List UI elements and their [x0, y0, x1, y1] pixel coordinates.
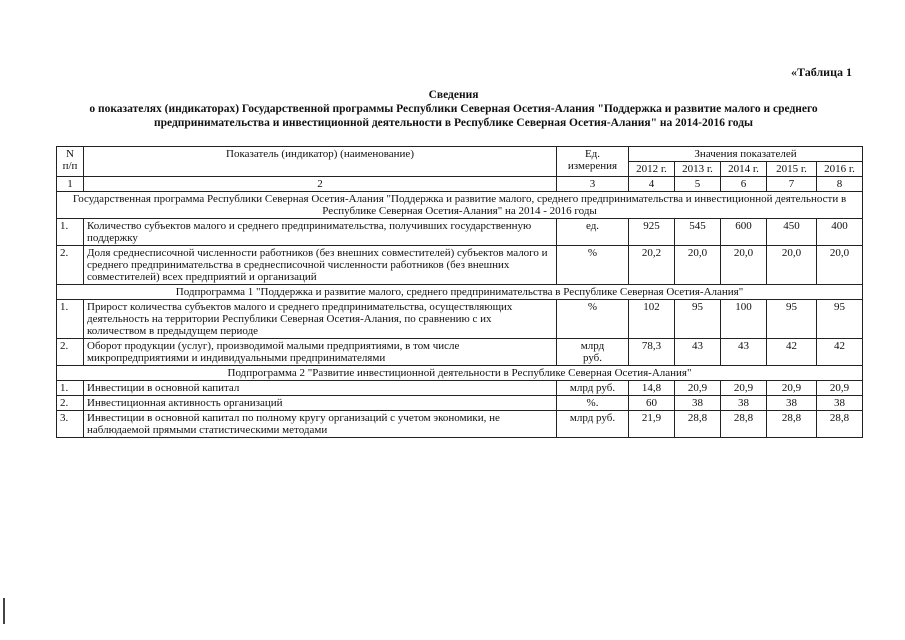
value-cell: 20,9 [675, 381, 721, 396]
value-cell: 43 [721, 339, 767, 366]
row-number: 1. [57, 219, 84, 246]
section-row [57, 366, 863, 381]
col-number: 3 [557, 177, 629, 192]
section-title: Подпрограмма 1 "Поддержка и развитие малого, среднего предпринимательства в Республике Северная Осетия-Алания" [57, 285, 863, 300]
row-number: 2. [57, 339, 84, 366]
unit-cell: млрд руб. [557, 381, 629, 396]
col-number: 2 [84, 177, 557, 192]
table-number-label: «Таблица 1 [791, 65, 852, 79]
value-cell: 38 [675, 396, 721, 411]
value-cell: 545 [675, 219, 721, 246]
header-row-1 [57, 147, 863, 162]
value-cell: 20,2 [629, 246, 675, 285]
section-row [57, 285, 863, 300]
indicator-name: Инвестиции в основной капитал [84, 381, 557, 396]
indicator-name: Оборот продукции (услуг), производимой малыми предприятиями, в том числе микропредприятиями и индивидуальными предпринимателями [84, 339, 557, 366]
col-header-year: 2015 г. [767, 162, 817, 177]
unit-cell: %. [557, 396, 629, 411]
section-title: Подпрограмма 2 "Развитие инвестиционной деятельности в Республике Северная Осетия-Алания" [57, 366, 863, 381]
section-row [57, 192, 863, 219]
indicator-name: Инвестиции в основной капитал по полному кругу организаций с учетом экономики, не наблюдаемой прямыми статистическими методами [84, 411, 557, 438]
value-cell: 400 [817, 219, 863, 246]
value-cell: 38 [817, 396, 863, 411]
unit-cell: ед. [557, 219, 629, 246]
value-cell: 95 [675, 300, 721, 339]
value-cell: 20,0 [721, 246, 767, 285]
heading-line-2: о показателях (индикаторах) Государственной программы Республики Северная Осетия-Алания "Поддержка и развитие малого и среднего [89, 103, 818, 115]
indicators-table [56, 146, 863, 438]
scan-edge-mark [3, 598, 5, 624]
value-cell: 95 [817, 300, 863, 339]
value-cell: 450 [767, 219, 817, 246]
value-cell: 21,9 [629, 411, 675, 438]
indicator-name: Инвестиционная активность организаций [84, 396, 557, 411]
value-cell: 102 [629, 300, 675, 339]
col-number: 6 [721, 177, 767, 192]
value-cell: 28,8 [675, 411, 721, 438]
value-cell: 925 [629, 219, 675, 246]
document-heading [56, 88, 851, 130]
indicator-name: Прирост количества субъектов малого и среднего предпринимательства, осуществляющих деятельность на территории Республики Северная Осетия-Алания, по сравнению с их количеством в предыдущем периоде [84, 300, 557, 339]
value-cell: 20,0 [767, 246, 817, 285]
table-row [57, 381, 863, 396]
col-number: 4 [629, 177, 675, 192]
value-cell: 43 [675, 339, 721, 366]
heading-line-3: предпринимательства и инвестиционной деятельности в Республике Северная Осетия-Алания" на 2014-2016 годы [153, 117, 754, 129]
row-number: 1. [57, 300, 84, 339]
heading-line-1: Сведения [428, 89, 479, 101]
row-number: 2. [57, 246, 84, 285]
value-cell: 42 [767, 339, 817, 366]
value-cell: 38 [767, 396, 817, 411]
table-row [57, 411, 863, 438]
row-number: 2. [57, 396, 84, 411]
value-cell: 78,3 [629, 339, 675, 366]
value-cell: 20,9 [721, 381, 767, 396]
unit-cell: % [557, 300, 629, 339]
indicator-name: Доля среднесписочной численности работников (без внешних совместителей) субъектов малого и среднего предпринимательства в среднесписочной численности работников (без внешних совместителей) всех предприятий и организаций [84, 246, 557, 285]
value-cell: 42 [817, 339, 863, 366]
col-number: 1 [57, 177, 84, 192]
table-row [57, 300, 863, 339]
indicator-name: Количество субъектов малого и среднего предпринимательства, получивших государственную поддержку [84, 219, 557, 246]
col-header-year: 2013 г. [675, 162, 721, 177]
header-row-numbering [57, 177, 863, 192]
col-header-year: 2014 г. [721, 162, 767, 177]
table-body [57, 192, 863, 438]
value-cell: 14,8 [629, 381, 675, 396]
col-header-year: 2016 г. [817, 162, 863, 177]
value-cell: 95 [767, 300, 817, 339]
row-number: 1. [57, 381, 84, 396]
col-header-unit: Ед. измерения [557, 147, 629, 177]
value-cell: 600 [721, 219, 767, 246]
table-row [57, 219, 863, 246]
value-cell: 60 [629, 396, 675, 411]
value-cell: 20,9 [817, 381, 863, 396]
value-cell: 20,9 [767, 381, 817, 396]
row-number: 3. [57, 411, 84, 438]
section-title: Государственная программа Республики Северная Осетия-Алания "Поддержка и развитие малого, среднего предпринимательства и инвестиционной деятельности в Республике Северная Осетия-Алания" на 2014 - 2016 годы [57, 192, 863, 219]
col-header-number: N п/п [57, 147, 84, 177]
value-cell: 28,8 [817, 411, 863, 438]
col-header-values: Значения показателей [629, 147, 863, 162]
value-cell: 28,8 [767, 411, 817, 438]
unit-cell: млрд руб. [557, 411, 629, 438]
value-cell: 20,0 [817, 246, 863, 285]
unit-cell: млрд руб. [557, 339, 629, 366]
value-cell: 28,8 [721, 411, 767, 438]
col-number: 7 [767, 177, 817, 192]
table-row [57, 396, 863, 411]
unit-cell: % [557, 246, 629, 285]
value-cell: 100 [721, 300, 767, 339]
table-row [57, 339, 863, 366]
value-cell: 38 [721, 396, 767, 411]
col-number: 8 [817, 177, 863, 192]
value-cell: 20,0 [675, 246, 721, 285]
col-header-year: 2012 г. [629, 162, 675, 177]
table-row [57, 246, 863, 285]
col-header-indicator: Показатель (индикатор) (наименование) [84, 147, 557, 177]
col-number: 5 [675, 177, 721, 192]
